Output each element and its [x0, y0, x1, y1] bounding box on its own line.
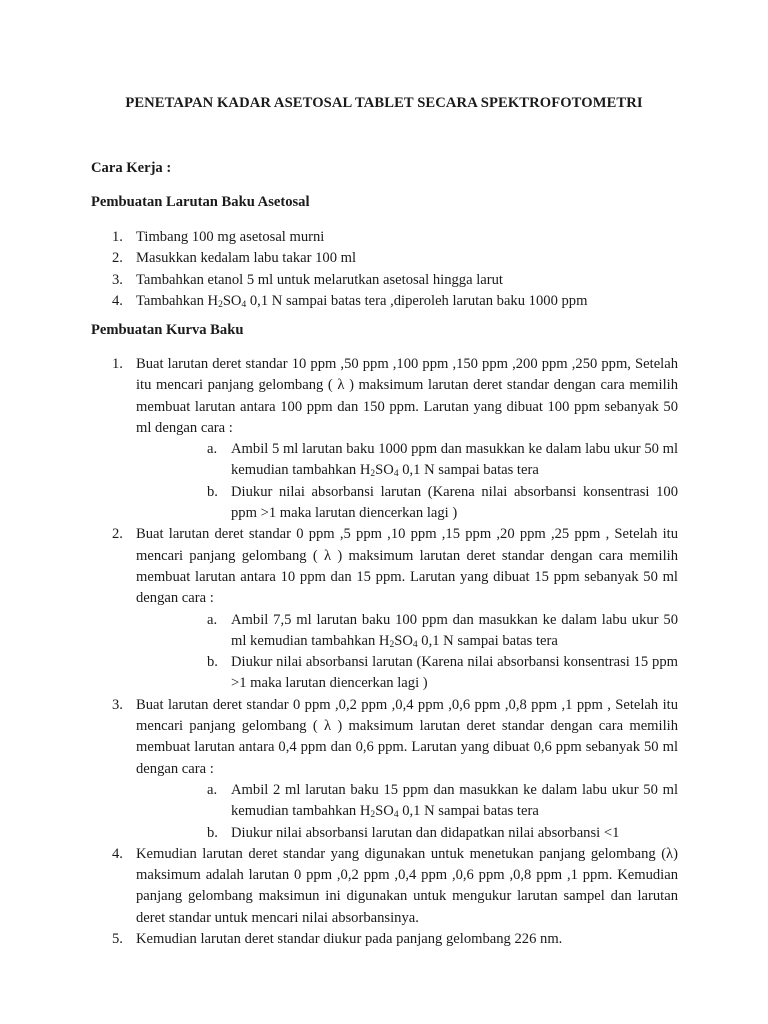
sub-label: a.: [207, 781, 218, 798]
sub-label: b.: [207, 483, 218, 500]
sub-text: Ambil 7,5 ml larutan baku 100 ppm dan masukkan ke dalam labu ukur 50 ml kemudian tambahkan $H_2SO_4$ 0,1 N sampai batas tera: [231, 611, 678, 650]
list-text: Buat larutan deret standar 10 ppm ,50 ppm ,100 ppm ,150 ppm ,200 ppm ,250 ppm, Setelah itu mencari panjang gelombang ( λ ) maksimum larutan deret standar dengan cara memilih membuat larutan antara 100 ppm dan 150 ppm. Larutan yang dibuat 100 ppm sebanyak 50 ml dengan cara :: [136, 356, 678, 436]
sub-item: [0, 652, 768, 695]
sub-text: Ambil 5 ml larutan baku 1000 ppm dan masukkan ke dalam labu ukur 50 ml kemudian tambahkan $H_2SO_4$ 0,1 N sampai batas tera: [231, 441, 678, 480]
list-number: 5.: [112, 931, 123, 948]
list-text: Buat larutan deret standar 0 ppm ,0,2 ppm ,0,4 ppm ,0,6 ppm ,0,8 ppm ,1 ppm , Setelah itu mencari panjang gelombang ( λ ) maksimum larutan deret standar dengan cara memilih membuat larutan antara 0,4 ppm dan 0,6 ppm. Larutan yang dibuat 0,6 ppm sebanyak 50 ml dengan cara :: [136, 696, 678, 777]
sub-label: b.: [207, 654, 218, 671]
section1-heading: Pembuatan Larutan Baku Asetosal: [91, 194, 310, 210]
list-text: Timbang 100 mg asetosal murni: [136, 229, 325, 245]
sub-text: Diukur nilai absorbansi larutan dan didapatkan nilai absorbansi <1: [231, 824, 620, 841]
list-text: Masukkan kedalam labu takar 100 ml: [136, 250, 357, 267]
sub-item: [0, 780, 768, 823]
list-item: [0, 270, 768, 291]
list-text: Kemudian larutan deret standar diukur pada panjang gelombang 226 nm.: [136, 931, 563, 948]
document-title: PENETAPAN KADAR ASETOSAL TABLET SECARA SPEKTROFOTOMETRI: [125, 95, 643, 111]
section2-heading: Pembuatan Kurva Baku: [91, 322, 244, 338]
sub-text: Ambil 2 ml larutan baku 15 ppm dan masukkan ke dalam labu ukur 50 ml kemudian tambahkan $H_2SO_4$ 0,1 N sampai batas tera: [231, 781, 678, 821]
sub-item: [0, 482, 768, 525]
list-item: [0, 524, 768, 694]
list-text: Buat larutan deret standar 0 ppm ,5 ppm ,10 ppm ,15 ppm ,20 ppm ,25 ppm , Setelah itu mencari panjang gelombang ( λ ) maksimum larutan deret standar dengan cara memilih membuat larutan antara 10 ppm dan 15 ppm. Larutan yang dibuat 15 ppm sebanyak 50 ml dengan cara :: [136, 526, 678, 607]
list-number: 2.: [112, 250, 123, 267]
list-item: [0, 844, 768, 929]
list-item: [0, 291, 768, 312]
sub-label: b.: [207, 824, 218, 841]
list-item: [0, 695, 768, 844]
list-number: 1.: [112, 229, 123, 245]
sub-text: Diukur nilai absorbansi larutan (Karena nilai absorbansi konsentrasi 15 ppm >1 maka larutan diencerkan lagi ): [231, 654, 678, 692]
cara-kerja-heading: Cara Kerja :: [91, 160, 172, 176]
list-item: [0, 248, 768, 269]
sub-label: a.: [207, 611, 218, 628]
list-number: 2.: [112, 526, 123, 543]
list-text: Tambahkan etanol 5 ml untuk melarutkan asetosal hingga larut: [136, 271, 503, 288]
list-text: Kemudian larutan deret standar yang digunakan untuk menetukan panjang gelombang (λ) maksimum adalah larutan 0 ppm ,0,2 ppm ,0,4 ppm ,0,6 ppm ,0,8 ppm ,1 ppm. Kemudian panjang gelombang maksimun ini digunakan untuk mengukur larutan sampel dan larutan deret standar untuk mencari nilai absorbansinya.: [136, 845, 678, 926]
section1-list: [0, 227, 768, 312]
list-item: [0, 929, 768, 950]
list-item: [0, 227, 768, 248]
list-number: 3.: [112, 271, 123, 288]
list-number: 4.: [112, 292, 123, 309]
list-number: 4.: [112, 845, 123, 862]
sub-label: a.: [207, 441, 218, 458]
sub-item: [0, 439, 768, 482]
sub-item: [0, 823, 768, 844]
section2-list: [0, 354, 768, 950]
list-number: 3.: [112, 696, 123, 713]
list-number: 1.: [112, 356, 123, 372]
sub-item: [0, 610, 768, 653]
list-text: Tambahkan $H_2SO_4$ 0,1 N sampai batas tera ,diperoleh larutan baku 1000 ppm: [136, 292, 588, 310]
sub-text: Diukur nilai absorbansi larutan (Karena nilai absorbansi konsentrasi 100 ppm >1 maka larutan diencerkan lagi ): [231, 483, 678, 522]
list-item: [0, 354, 768, 524]
